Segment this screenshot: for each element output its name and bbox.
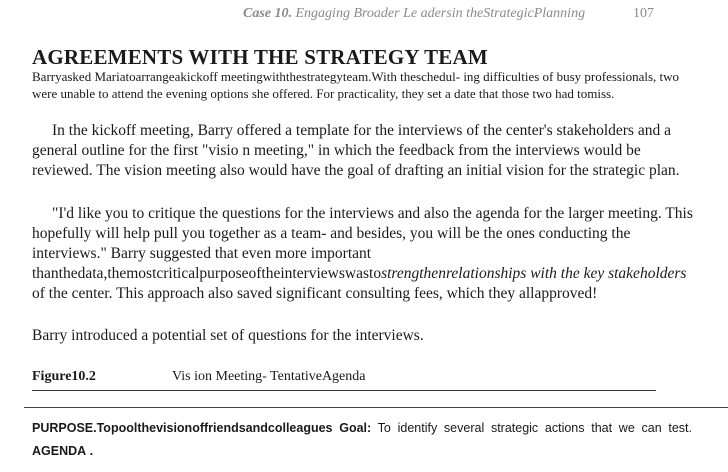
paragraph-critique-quote xyxy=(32,204,702,304)
agenda-label: AGENDA xyxy=(32,444,87,458)
paragraph-kickoff-meeting: In the kickoff meeting, Barry offered a template for the interviews of the center's stakeholders and a general outline for the first "visio n meeting," in which the feedback from the interviews would be reviewed. The vision meeting also would have the goal of drafting an initial vision for the strategic plan. xyxy=(32,122,680,179)
purpose-label: PURPOSE.Topoolthevisionoffriendsandcolleagues xyxy=(32,421,333,435)
emphasized-text: strengthenrelationships with the key stakeholders xyxy=(381,265,687,282)
running-head-case: Case 10. xyxy=(243,6,292,21)
page-number: 107 xyxy=(633,6,654,21)
paragraph-questions-intro: Barry introduced a potential set of questions for the interviews. xyxy=(32,327,424,344)
running-head xyxy=(243,6,654,22)
lead-paragraph: Barryasked Mariatoarrangeakickoff meetingwiththestrategyteam.With theschedul- ing difficulties of busy professionals, two were unable to attend the evening options she offered. For practicality, they set a date that those two had tomiss. xyxy=(32,69,680,101)
figure-title: Vis ion Meeting- TentativeAgenda xyxy=(172,369,366,384)
section-heading: AGREEMENTS WITH THE STRATEGY TEAM xyxy=(32,45,488,69)
agenda-box xyxy=(32,417,692,463)
agenda-period: . xyxy=(89,444,94,458)
figure-label: Figure10.2 xyxy=(32,369,96,384)
running-head-title: Engaging Broader Le adersin theStrategicPlanning xyxy=(295,6,586,21)
paragraph-text: of the center. This approach also saved significant consulting fees, which they allapproved! xyxy=(32,285,598,302)
paragraph-text: "I'd like you to critique the questions for the interviews and also the agenda for the larger meeting. This hopefully will help pull you together as a team- and besides, you will be the ones conducting the interviews." Barry suggested that even more important thanthedata,themostcriticalpurposeoftheinterviewswasto xyxy=(32,205,693,282)
goal-text: To identify several strategic actions that we can test. xyxy=(371,421,692,435)
goal-label: Goal: xyxy=(339,421,372,435)
figure-caption xyxy=(32,369,652,385)
figure-rule xyxy=(32,390,656,391)
agenda-box-border xyxy=(24,407,728,408)
